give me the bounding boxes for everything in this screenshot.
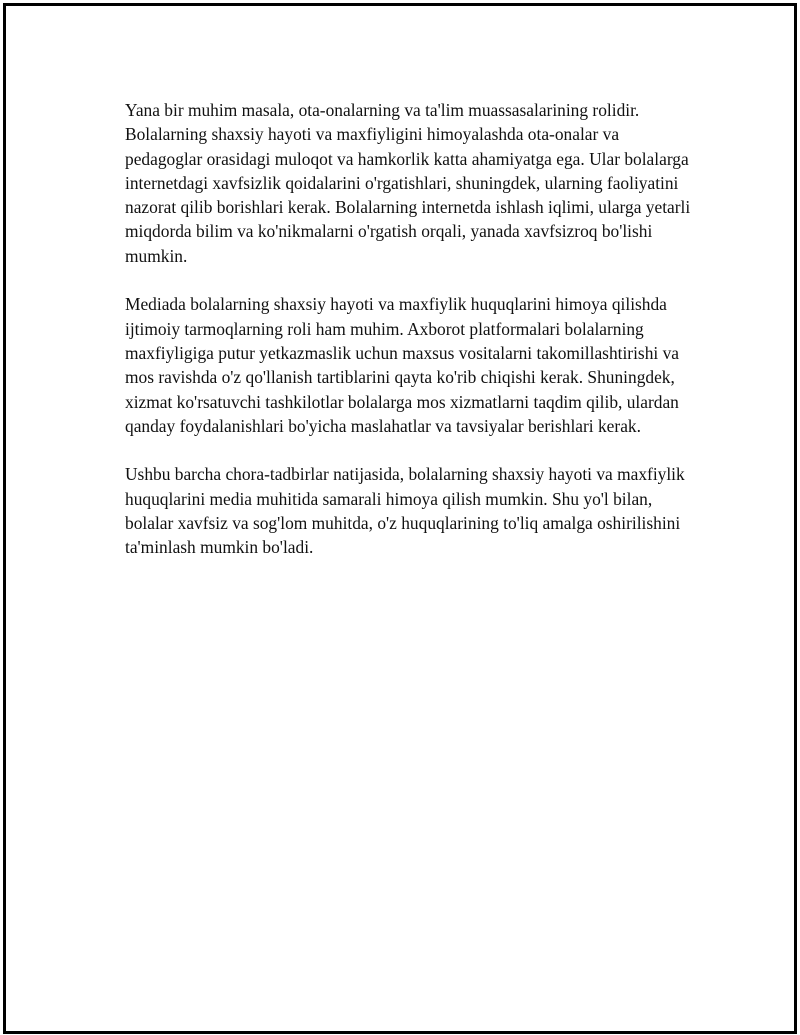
page-frame — [3, 3, 797, 1034]
document-body — [125, 98, 700, 584]
paragraph-1: Yana bir muhim masala, ota-onalarning va ta'lim muassasalarining rolidir. Bolalarning shaxsiy hayoti va maxfiyligini himoyalashda ota-onalar va pedagoglar orasidagi muloqot va hamkorlik katta ahamiyatga ega. Ular bolalarga internetdagi xavfsizlik qoidalarini o'rgatishlari, shuningdek, ularning faoliyatini nazorat qilib borishlari kerak. Bolalarning internetda ishlash iqlimi, ularga yetarli miqdorda bilim va ko'nikmalarni o'rgatish orqali, yanada xavfsizroq bo'lishi mumkin. — [125, 100, 691, 266]
paragraph-3: Ushbu barcha chora-tadbirlar natijasida, bolalarning shaxsiy hayoti va maxfiylik huquqlarini media muhitida samarali himoya qilish mumkin. Shu yo'l bilan, bolalar xavfsiz va sog'lom muhitda, o'z huquqlarining to'liq amalga oshirilishini ta'minlash mumkin bo'ladi. — [125, 464, 685, 558]
paragraph-2: Mediada bolalarning shaxsiy hayoti va maxfiylik huquqlarini himoya qilishda ijtimoiy tarmoqlarning roli ham muhim. Axborot platformalari bolalarning maxfiyligiga putur yetkazmaslik uchun maxsus vositalarni takomillashtirishi va mos ravishda o'z qo'llanish tartiblarini qayta ko'rib chiqishi kerak. Shuningdek, xizmat ko'rsatuvchi tashkilotlar bolalarga mos xizmatlarni taqdim qilib, ulardan qanday foydalanishlari bo'yicha maslahatlar va tavsiyalar berishlari kerak. — [125, 294, 679, 436]
